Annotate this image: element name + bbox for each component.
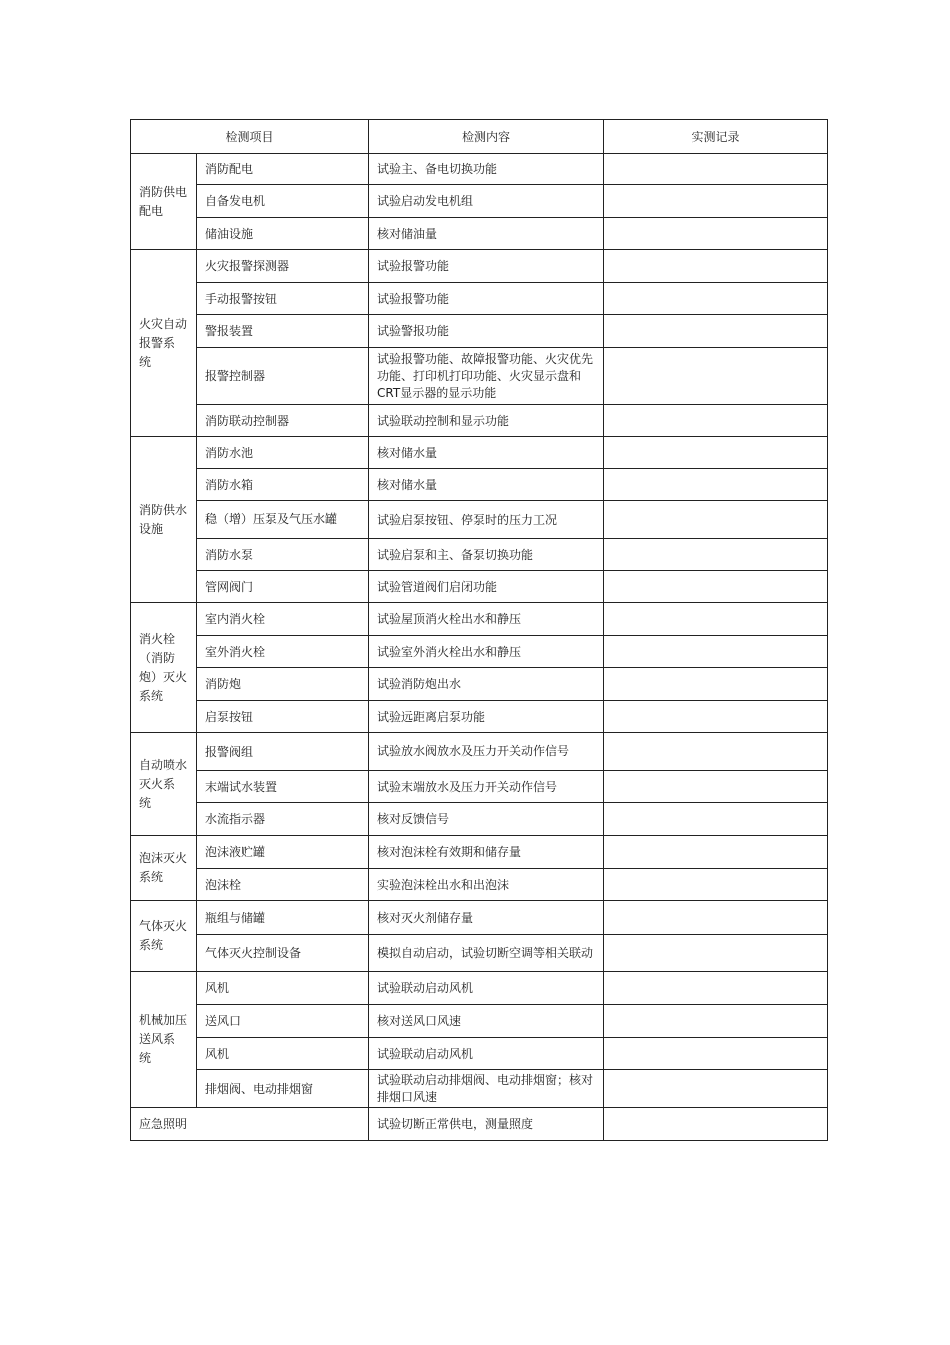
record-cell[interactable]	[604, 869, 828, 901]
category-cell: 泡沫灭火系统	[131, 836, 197, 901]
category-cell: 机械加压送风系 统	[131, 972, 197, 1108]
content-cell: 试验主、备电切换功能	[369, 154, 604, 185]
table-row	[131, 972, 828, 1005]
record-cell[interactable]	[604, 437, 828, 469]
content-cell: 试验报警功能	[369, 250, 604, 283]
table-row	[131, 1108, 828, 1141]
record-cell[interactable]	[604, 836, 828, 869]
record-cell[interactable]	[604, 539, 828, 571]
table-row	[131, 869, 828, 901]
content-cell: 核对储水量	[369, 469, 604, 501]
record-cell[interactable]	[604, 571, 828, 603]
item-cell: 报警阀组	[197, 733, 369, 771]
item-cell: 消防水泵	[197, 539, 369, 571]
category-cell: 气体灭火系统	[131, 901, 197, 972]
item-cell: 末端试水装置	[197, 771, 369, 803]
content-cell: 核对储油量	[369, 218, 604, 250]
record-cell[interactable]	[604, 348, 828, 405]
table-row	[131, 935, 828, 972]
table-row	[131, 901, 828, 935]
content-cell: 核对储水量	[369, 437, 604, 469]
record-cell[interactable]	[604, 1108, 828, 1141]
table-row	[131, 733, 828, 771]
table-row	[131, 803, 828, 836]
record-cell[interactable]	[604, 283, 828, 315]
content-cell: 试验启泵按钮、停泵时的压力工况	[369, 501, 604, 539]
record-cell[interactable]	[604, 1005, 828, 1038]
item-cell: 室外消火栓	[197, 636, 369, 668]
header-row	[131, 120, 828, 154]
category-cell: 火灾自动报警系 统	[131, 250, 197, 437]
item-cell: 排烟阀、电动排烟窗	[197, 1070, 369, 1108]
item-cell: 消防配电	[197, 154, 369, 185]
item-cell: 消防水箱	[197, 469, 369, 501]
content-cell: 核对泡沫栓有效期和储存量	[369, 836, 604, 869]
record-cell[interactable]	[604, 1038, 828, 1070]
record-cell[interactable]	[604, 405, 828, 437]
item-cell: 启泵按钮	[197, 701, 369, 733]
category-cell: 消防供水设施	[131, 437, 197, 603]
record-cell[interactable]	[604, 701, 828, 733]
record-cell[interactable]	[604, 901, 828, 935]
header-item: 检测项目	[131, 120, 369, 154]
record-cell[interactable]	[604, 733, 828, 771]
table-row	[131, 437, 828, 469]
header-content: 检测内容	[369, 120, 604, 154]
content-cell: 试验屋顶消火栓出水和静压	[369, 603, 604, 636]
table-row	[131, 571, 828, 603]
table-row	[131, 1005, 828, 1038]
record-cell[interactable]	[604, 668, 828, 701]
record-cell[interactable]	[604, 803, 828, 836]
record-cell[interactable]	[604, 771, 828, 803]
item-cell: 稳（增）压泵及气压水罐	[197, 501, 369, 539]
table-row	[131, 154, 828, 185]
table-row	[131, 405, 828, 437]
item-cell: 储油设施	[197, 218, 369, 250]
item-cell: 管网阀门	[197, 571, 369, 603]
content-cell: 核对反馈信号	[369, 803, 604, 836]
table-row	[131, 1070, 828, 1108]
content-cell: 实验泡沫栓出水和出泡沫	[369, 869, 604, 901]
category-cell: 自动喷水灭火系 统	[131, 733, 197, 836]
item-cell: 消防水池	[197, 437, 369, 469]
item-cell: 风机	[197, 972, 369, 1005]
table-row	[131, 771, 828, 803]
item-cell: 火灾报警探测器	[197, 250, 369, 283]
item-cell: 手动报警按钮	[197, 283, 369, 315]
table-row	[131, 701, 828, 733]
item-cell: 自备发电机	[197, 185, 369, 218]
table-row	[131, 469, 828, 501]
item-cell: 消防炮	[197, 668, 369, 701]
item-cell: 瓶组与储罐	[197, 901, 369, 935]
table-row	[131, 283, 828, 315]
item-cell: 警报装置	[197, 315, 369, 348]
table-row	[131, 636, 828, 668]
record-cell[interactable]	[604, 315, 828, 348]
table-row	[131, 185, 828, 218]
content-cell: 试验远距离启泵功能	[369, 701, 604, 733]
category-cell: 消火栓（消防炮）灭火系统	[131, 603, 197, 733]
table-row	[131, 1038, 828, 1070]
content-cell: 模拟自动启动，试验切断空调等相关联动	[369, 935, 604, 972]
table-row	[131, 603, 828, 636]
content-cell: 试验联动启动排烟阀、电动排烟窗；核对排烟口风速	[369, 1070, 604, 1108]
table-row	[131, 539, 828, 571]
header-record: 实测记录	[604, 120, 828, 154]
content-cell: 试验末端放水及压力开关动作信号	[369, 771, 604, 803]
content-cell: 核对灭火剂储存量	[369, 901, 604, 935]
record-cell[interactable]	[604, 972, 828, 1005]
content-cell: 试验报警功能	[369, 283, 604, 315]
content-cell: 试验联动控制和显示功能	[369, 405, 604, 437]
content-cell: 试验启动发电机组	[369, 185, 604, 218]
content-cell: 核对送风口风速	[369, 1005, 604, 1038]
record-cell[interactable]	[604, 636, 828, 668]
content-cell: 试验切断正常供电，测量照度	[369, 1108, 604, 1141]
record-cell[interactable]	[604, 469, 828, 501]
table-row	[131, 348, 828, 405]
record-cell[interactable]	[604, 501, 828, 539]
item-cell: 泡沫液贮罐	[197, 836, 369, 869]
table-row	[131, 218, 828, 250]
table-row	[131, 668, 828, 701]
item-cell: 水流指示器	[197, 803, 369, 836]
content-cell: 试验放水阀放水及压力开关动作信号	[369, 733, 604, 771]
record-cell[interactable]	[604, 603, 828, 636]
content-cell: 试验消防炮出水	[369, 668, 604, 701]
table-row	[131, 836, 828, 869]
content-cell: 试验联动启动风机	[369, 1038, 604, 1070]
table-row	[131, 501, 828, 539]
item-cell: 泡沫栓	[197, 869, 369, 901]
record-cell[interactable]	[604, 218, 828, 250]
record-cell[interactable]	[604, 1070, 828, 1108]
item-cell: 消防联动控制器	[197, 405, 369, 437]
content-cell: 试验报警功能、故障报警功能、火灾优先功能、打印机打印功能、火灾显示盘和 CRT显示器的显示功能	[369, 348, 604, 405]
category-cell: 消防供电配电	[131, 154, 197, 250]
record-cell[interactable]	[604, 935, 828, 972]
record-cell[interactable]	[604, 250, 828, 283]
content-cell: 试验管道阀们启闭功能	[369, 571, 604, 603]
item-cell: 室内消火栓	[197, 603, 369, 636]
content-cell: 试验联动启动风机	[369, 972, 604, 1005]
item-cell: 风机	[197, 1038, 369, 1070]
inspection-table	[130, 119, 828, 1141]
item-cell: 送风口	[197, 1005, 369, 1038]
record-cell[interactable]	[604, 185, 828, 218]
content-cell: 试验启泵和主、备泵切换功能	[369, 539, 604, 571]
content-cell: 试验警报功能	[369, 315, 604, 348]
table-row	[131, 250, 828, 283]
item-cell: 报警控制器	[197, 348, 369, 405]
item-cell: 气体灭火控制设备	[197, 935, 369, 972]
content-cell: 试验室外消火栓出水和静压	[369, 636, 604, 668]
item-cell: 应急照明	[131, 1108, 369, 1141]
table-row	[131, 315, 828, 348]
record-cell[interactable]	[604, 154, 828, 185]
